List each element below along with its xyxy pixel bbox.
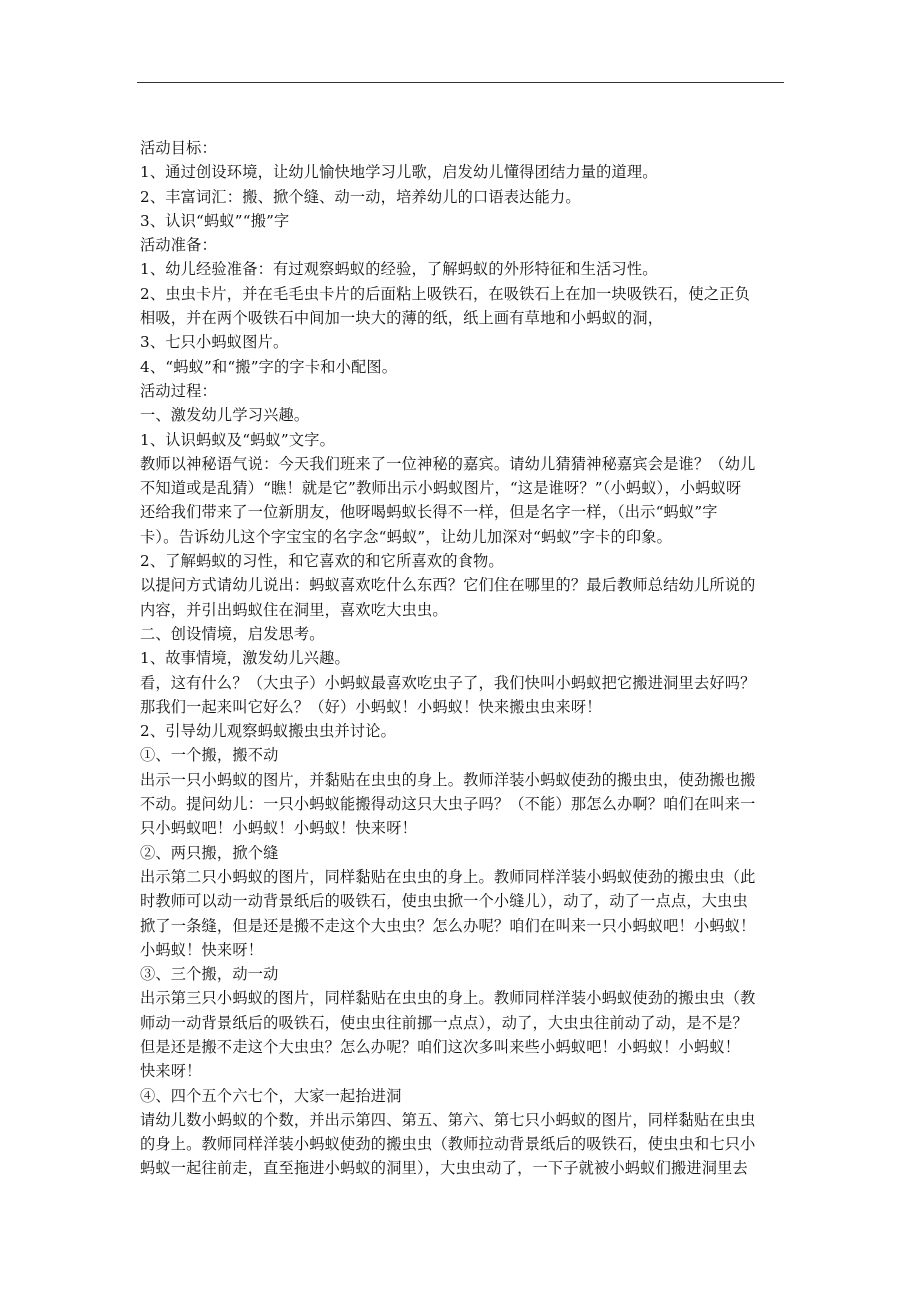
- preparation-item-4: 4、“蚂蚁”和“搬”字的字卡和小配图。: [140, 357, 398, 376]
- sub-step-4-heading: ④、四个五个六七个，大家一起抬进洞: [140, 1086, 402, 1105]
- header-rule: [137, 82, 784, 83]
- section-heading-goals: 活动目标：: [140, 139, 217, 157]
- process-step-1-1: 1、认识蚂蚁及“蚂蚁”文字。: [140, 430, 336, 449]
- process-step-1-2: 2、了解蚂蚁的习性，和它喜欢的和它所喜欢的食物。: [140, 552, 504, 571]
- process-step-2-2: 2、引导幼儿观察蚂蚁搬虫虫并讨论。: [140, 722, 397, 741]
- paragraph-line: 内容，并引出蚂蚁住在洞里，喜欢吃大虫虫。: [140, 600, 448, 619]
- document-body: [140, 136, 790, 1181]
- paragraph-line: 出示第二只小蚂蚁的图片，同样黏贴在虫虫的身上。教师同样洋装小蚂蚁使劲的搬虫虫（此: [140, 867, 756, 886]
- preparation-item-1: 1、幼儿经验准备：有过观察蚂蚁的经验，了解蚂蚁的外形特征和生活习性。: [140, 260, 658, 279]
- paragraph-line: 不动。提问幼儿：一只小蚂蚁能搬得动这只大虫子吗？（不能）那怎么办啊？咱们在叫来一: [140, 795, 756, 814]
- section-heading-process: 活动过程：: [140, 381, 217, 400]
- sub-step-2-heading: ②、两只搬，掀个缝: [140, 843, 279, 862]
- goal-item-3: 3、认识“蚂蚁”“搬”字: [140, 211, 290, 230]
- paragraph-line: 看，这有什么？（大虫子）小蚂蚁最喜欢吃虫子了，我们快叫小蚂蚁把它搬进洞里去好吗？: [140, 673, 756, 692]
- preparation-item-3: 3、七只小蚂蚁图片。: [140, 333, 289, 352]
- paragraph-line: 师动一动背景纸后的吸铁石，使虫虫往前挪一点点），动了，大虫虫往前动了动，是不是？: [140, 1013, 748, 1032]
- goal-item-2: 2、丰富词汇：搬、掀个缝、动一动，培养幼儿的口语表达能力。: [140, 187, 581, 206]
- paragraph-line: 出示第三只小蚂蚁的图片，同样黏贴在虫虫的身上。教师同样洋装小蚂蚁使劲的搬虫虫（教: [140, 989, 756, 1008]
- sub-step-3-heading: ③、三个搬，动一动: [140, 965, 279, 984]
- section-heading-preparation: 活动准备：: [140, 236, 217, 255]
- goal-item-1: 1、通过创设环境，让幼儿愉快地学习儿歌，启发幼儿懂得团结力量的道理。: [140, 163, 658, 182]
- paragraph-line: 还给我们带来了一位新朋友，他呀喝蚂蚁长得不一样，但是名字一样，（出示“蚂蚁”字: [140, 503, 718, 522]
- preparation-item-2-line-1: 2、虫虫卡片，并在毛毛虫卡片的后面粘上吸铁石，在吸铁石上在加一块吸铁石，使之正负: [140, 284, 750, 303]
- preparation-item-2-line-2: 相吸，并在两个吸铁石中间加一块大的薄的纸，纸上画有草地和小蚂蚁的洞，: [140, 309, 664, 328]
- paragraph-line: 但是还是搬不走这个大虫虫？怎么办呢？咱们这次多叫来些小蚂蚁吧！小蚂蚁！小蚂蚁！: [140, 1037, 741, 1056]
- process-part-1-heading: 一、激发幼儿学习兴趣。: [140, 406, 310, 425]
- paragraph-line: 只小蚂蚁吧！小蚂蚁！小蚂蚁！快来呀！: [140, 819, 417, 838]
- paragraph-line: 掀了一条缝，但是还是搬不走这个大虫虫？怎么办呢？咱们在叫来一只小蚂蚁吧！小蚂蚁！: [140, 916, 756, 935]
- paragraph-line: 卡）。告诉幼儿这个字宝宝的名字念“蚂蚁”，让幼儿加深对“蚂蚁”字卡的印象。: [140, 527, 673, 546]
- paragraph-line: 时教师可以动一动背景纸后的吸铁石，使虫虫掀一个小缝儿），动了，动了一点点，大虫虫: [140, 892, 748, 911]
- process-part-2-heading: 二、创设情境，启发思考。: [140, 624, 325, 643]
- paragraph-line: 那我们一起来叫它好么？（好）小蚂蚁！小蚂蚁！快来搬虫虫来呀！: [140, 697, 602, 716]
- paragraph-line: 的身上。教师同样洋装小蚂蚁使劲的搬虫虫（教师拉动背景纸后的吸铁石，使虫虫和七只小: [140, 1135, 756, 1154]
- sub-step-1-heading: ①、一个搬，搬不动: [140, 746, 279, 765]
- paragraph-line: 出示一只小蚂蚁的图片，并黏贴在虫虫的身上。教师洋装小蚂蚁使劲的搬虫虫，使劲搬也搬: [140, 770, 756, 789]
- process-step-2-1: 1、故事情境，激发幼儿兴趣。: [140, 649, 350, 668]
- paragraph-line: 快来呀！: [140, 1062, 202, 1081]
- paragraph-line: 请幼儿数小蚂蚁的个数，并出示第四、第五、第六、第七只小蚂蚁的图片，同样黏贴在虫虫: [140, 1110, 756, 1129]
- paragraph-line: 教师以神秘语气说：今天我们班来了一位神秘的嘉宾。请幼儿猜猜神秘嘉宾会是谁？（幼儿: [140, 454, 756, 473]
- paragraph-line: 小蚂蚁！快来呀！: [140, 940, 264, 959]
- paragraph-line: 蚂蚁一起往前走，直至拖进小蚂蚁的洞里），大虫虫动了，一下子就被小蚂蚁们搬进洞里去: [140, 1159, 748, 1178]
- paragraph-line: 以提问方式请幼儿说出：蚂蚁喜欢吃什么东西？它们住在哪里的？最后教师总结幼儿所说的: [140, 576, 756, 595]
- paragraph-line: 不知道或是乱猜）“瞧！就是它”教师出示小蚂蚁图片，“这是谁呀？”（小蚂蚁），小蚂蚁呀: [140, 479, 742, 498]
